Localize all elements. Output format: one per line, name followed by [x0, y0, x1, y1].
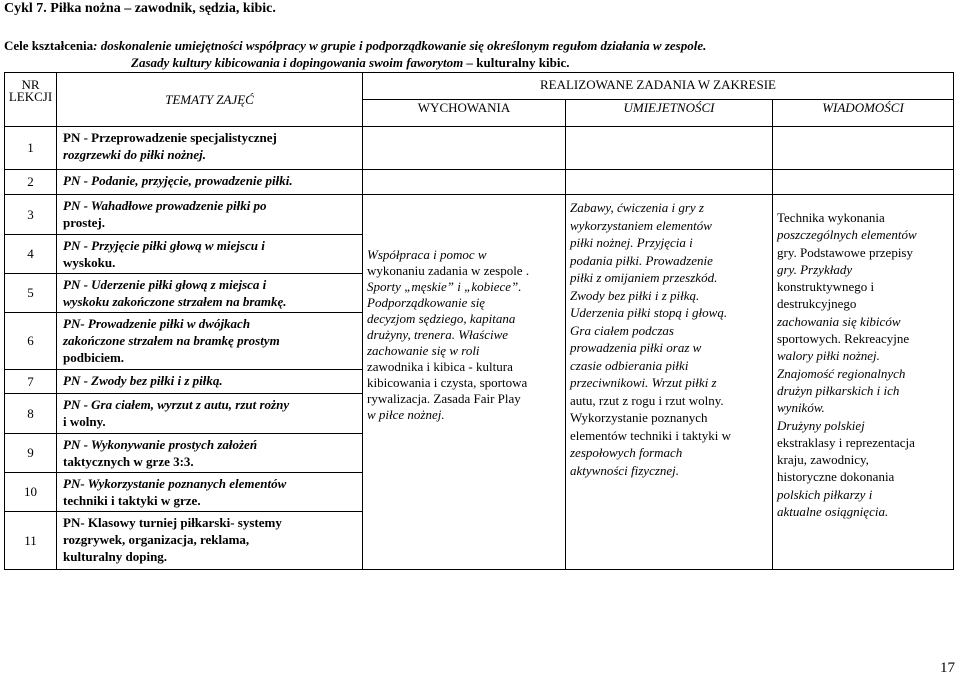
topic-line: kulturalny doping.	[63, 549, 168, 564]
umiejetnosci-empty-cell	[566, 127, 773, 170]
wiadomosci-line: sportowych. Rekreacyjne	[777, 331, 910, 347]
wychowania-line: Sporty „męskie” i „kobiece”.	[367, 279, 522, 294]
wychowania-line: w piłce nożnej.	[367, 407, 445, 422]
wychowania-line: kibicowania i czysta, sportowa	[367, 375, 528, 390]
lesson-number: 10	[5, 473, 57, 512]
wiadomosci-line: Znajomość regionalnych	[777, 365, 906, 381]
lesson-topic	[57, 274, 363, 313]
umiejetnosci-line: Wykorzystanie poznanych	[570, 410, 708, 425]
lesson-topic	[57, 370, 363, 394]
umiejetnosci-empty-cell	[566, 170, 773, 195]
lesson-number: 5	[5, 274, 57, 313]
umiejetnosci-content	[566, 195, 773, 570]
topic-line: techniki i taktyki w grze.	[63, 493, 201, 508]
wychowania-line: decyzjom sędziego, kapitana	[367, 311, 516, 326]
wiadomosci-line: aktualne osiągnięcia.	[777, 504, 889, 520]
nr-lekcji-header	[5, 73, 57, 127]
topic-line: prostej.	[63, 215, 106, 230]
tasks-header: REALIZOWANE ZADANIA W ZAKRESIE	[363, 73, 954, 100]
wychowania-line: drużyny, trenera. Właściwe	[367, 327, 509, 342]
lesson-topic	[57, 434, 363, 473]
wychowania-line: zachowanie się w roli	[367, 343, 480, 358]
wychowania-header: WYCHOWANIA	[363, 100, 566, 127]
wiadomosci-line: Drużyny polskiej	[777, 417, 865, 433]
lesson-number: 6	[5, 313, 57, 370]
wiadomosci-line: destrukcyjnego	[777, 296, 857, 312]
cycle-title: Cykl 7. Piłka nożna – zawodnik, sędzia, kibic.	[4, 1, 276, 16]
wychowania-empty-cell	[363, 127, 566, 170]
lesson-number: 3	[5, 195, 57, 235]
umiejetnosci-header: UMIEJETNOŚCI	[566, 100, 773, 127]
wychowania-line: Podporządkowanie się	[367, 295, 486, 310]
wychowania-line: wykonaniu zadania w zespole .	[367, 263, 530, 278]
umiejetnosci-line: autu, rzut z rogu i rzut wolny.	[570, 392, 724, 408]
lesson-topic	[57, 195, 363, 235]
wiadomosci-empty-cell	[773, 127, 954, 170]
lesson-number: 8	[5, 394, 57, 434]
topic-line: PN - Uderzenie piłki głową z miejsca i	[63, 277, 267, 292]
wychowania-line: Współpraca i pomoc w	[367, 247, 487, 262]
topic-line: PN - Podanie, przyjęcie, prowadzenie piłki.	[63, 173, 293, 188]
umiejetnosci-line: elementów techniki i taktyki w	[570, 427, 732, 443]
topic-line: wyskoku zakończone strzałem na bramkę.	[63, 294, 287, 309]
goals-text-2-plain: kulturalny kibic.	[473, 55, 570, 70]
wiadomosci-line: walory piłki nożnej.	[777, 348, 880, 364]
topic-line: rozgrzewki do piłki nożnej.	[63, 147, 207, 162]
lesson-number: 1	[5, 127, 57, 170]
wiadomosci-line: drużyn piłkarskich i ich	[777, 382, 900, 398]
topic-line: PN - Zwody bez piłki i z piłką.	[63, 373, 223, 388]
topic-line: zakończone strzałem na bramkę prostym	[63, 333, 280, 348]
umiejetnosci-line: prowadzenia piłki oraz w	[570, 340, 702, 355]
topics-header: TEMATY ZAJĘĆ	[57, 73, 363, 127]
goals-line-2	[131, 55, 569, 71]
wiadomosci-empty-cell	[773, 170, 954, 195]
umiejetnosci-line: czasie odbierania piłki	[570, 357, 689, 373]
umiejetnosci-line: Zwody bez piłki i z piłką.	[570, 287, 700, 303]
nr-header-line-2: LEKCJI	[8, 89, 53, 104]
lesson-number: 2	[5, 170, 57, 195]
lesson-number: 9	[5, 434, 57, 473]
topic-line: wyskoku.	[63, 255, 116, 270]
lesson-number: 11	[5, 512, 57, 570]
wiadomosci-line: Technika wykonania	[777, 210, 885, 225]
topic-line: PN - Wykonywanie prostych założeń	[63, 437, 258, 452]
umiejetnosci-line: podania piłki. Prowadzenie	[570, 252, 713, 268]
lesson-topic	[57, 394, 363, 434]
lesson-plan-table	[4, 72, 954, 570]
topic-line: PN - Gra ciałem, wyrzut z autu, rzut rożny	[63, 397, 290, 412]
topic-line: podbiciem.	[63, 350, 125, 365]
lesson-topic	[57, 473, 363, 512]
topic-line: i wolny.	[63, 414, 106, 429]
lesson-number: 7	[5, 370, 57, 394]
page-number: 17	[940, 660, 955, 676]
wiadomosci-line: historyczne dokonania	[777, 469, 895, 485]
umiejetnosci-line: Gra ciałem podczas	[570, 322, 674, 338]
wychowania-empty-cell	[363, 170, 566, 195]
lesson-topic	[57, 313, 363, 370]
topic-line: PN- Wykorzystanie poznanych elementów	[63, 476, 287, 491]
wiadomosci-header: WIADOMOŚCI	[773, 100, 954, 127]
topic-line: PN- Prowadzenie piłki w dwójkach	[63, 316, 251, 331]
goals-text: : doskonalenie umiejętności współpracy w grupie i podporządkowanie się określonym regułom działania w zespole.	[93, 38, 707, 53]
topic-line: PN - Przyjęcie piłki głową w miejscu i	[63, 238, 265, 253]
topic-line: rozgrywek, organizacja, reklama,	[63, 532, 250, 547]
umiejetnosci-line: Uderzenia piłki stopą i głową.	[570, 305, 728, 320]
goals-text-2: Zasady kultury kibicowania i dopingowania swoim faworytom –	[131, 55, 474, 70]
lesson-topic	[57, 127, 363, 170]
wiadomosci-line: wyników.	[777, 400, 825, 416]
wiadomosci-line: zachowania się kibiców	[777, 313, 901, 329]
topic-line: taktycznych w grze 3:3.	[63, 454, 194, 469]
wiadomosci-line: gry. Przykłady	[777, 261, 853, 277]
lesson-number: 4	[5, 235, 57, 274]
wiadomosci-line: gry. Podstawowe przepisy	[777, 244, 913, 260]
umiejetnosci-line: zespołowych formach	[570, 445, 683, 460]
goals-line-1	[4, 38, 706, 54]
wiadomosci-line: konstruktywnego i	[777, 279, 875, 295]
umiejetnosci-line: piłki z omijaniem przeszkód.	[570, 270, 718, 285]
umiejetnosci-line: aktywności fizycznej.	[570, 462, 680, 478]
wiadomosci-line: poszczególnych elementów	[777, 227, 917, 243]
topic-line: PN - Wahadłowe prowadzenie piłki po	[63, 198, 267, 213]
wychowania-line: rywalizacja. Zasada Fair Play	[367, 391, 521, 406]
umiejetnosci-line: Zabawy, ćwiczenia i gry z	[570, 200, 704, 215]
umiejetnosci-line: piłki nożnej. Przyjęcia i	[570, 235, 693, 250]
goals-label: Cele kształcenia	[4, 38, 94, 53]
wiadomosci-content	[773, 195, 954, 570]
wiadomosci-line: kraju, zawodnicy,	[777, 452, 869, 468]
wychowania-line: zawodnika i kibica - kultura	[367, 359, 513, 374]
nr-header-line-1: NR	[21, 77, 40, 92]
lesson-topic	[57, 235, 363, 274]
lesson-topic	[57, 170, 363, 195]
umiejetnosci-line: przeciwnikowi. Wrzut piłki z	[570, 375, 717, 390]
umiejetnosci-line: wykorzystaniem elementów	[570, 217, 712, 233]
wiadomosci-line: polskich piłkarzy i	[777, 486, 873, 502]
wychowania-content	[363, 195, 566, 570]
topic-line: PN- Klasowy turniej piłkarski- systemy	[63, 515, 282, 530]
topic-line: PN - Przeprowadzenie specjalistycznej	[63, 130, 277, 145]
wiadomosci-line: ekstraklasy i reprezentacja	[777, 434, 915, 450]
lesson-topic	[57, 512, 363, 570]
